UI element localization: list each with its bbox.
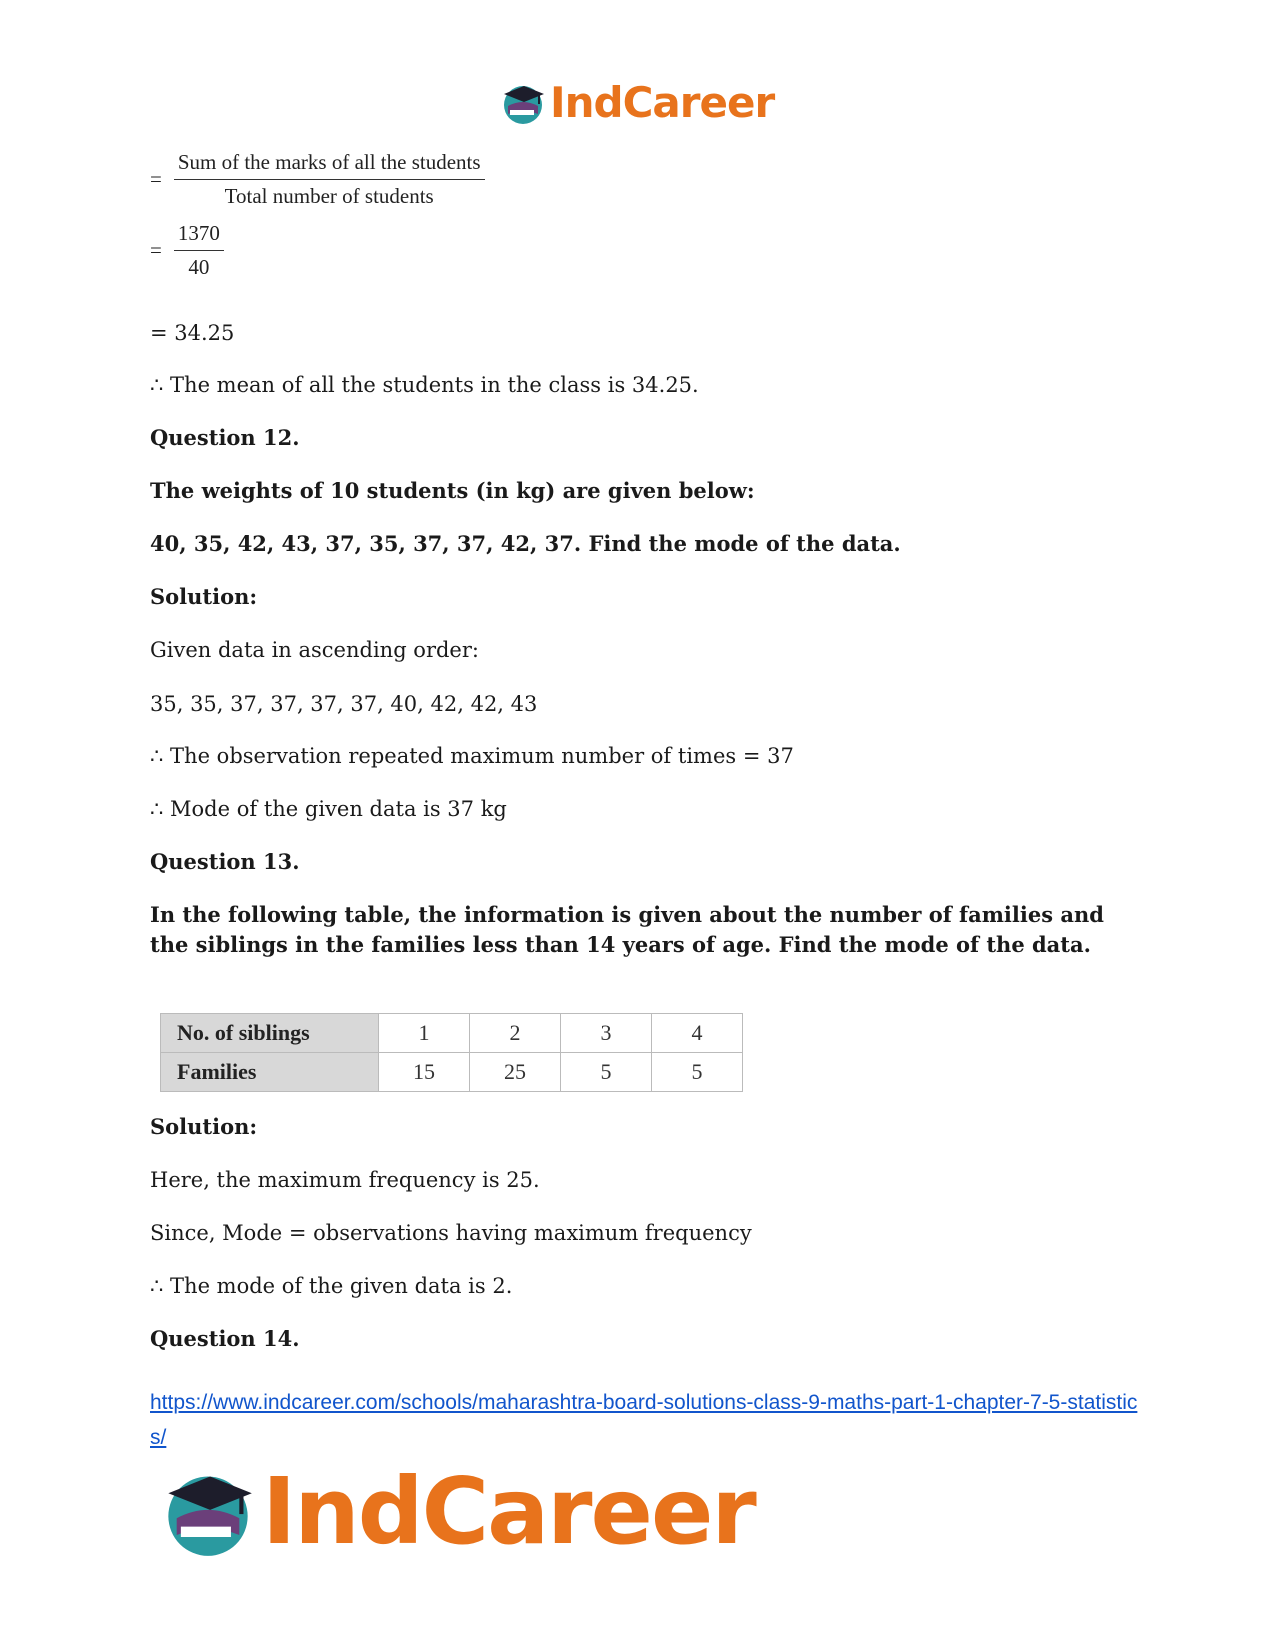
question-13-title: Question 13. bbox=[150, 849, 300, 874]
footer-logo bbox=[160, 1458, 755, 1565]
question-13-solution-label: Solution: bbox=[150, 1114, 258, 1139]
graduation-globe-icon bbox=[500, 80, 546, 126]
question-12-data: 40, 35, 42, 43, 37, 35, 37, 37, 42, 37. Find the mode of the data. bbox=[150, 531, 901, 556]
logo-wordmark: IndCareer bbox=[550, 78, 775, 127]
result-line: = 34.25 bbox=[150, 321, 235, 345]
denominator: Total number of students bbox=[224, 184, 434, 208]
equals-sign: = bbox=[150, 167, 162, 191]
table-cell: 1 bbox=[379, 1014, 470, 1053]
equals-sign: = bbox=[150, 238, 162, 262]
table-row bbox=[161, 1053, 743, 1092]
denominator: 40 bbox=[188, 255, 210, 279]
q12-solution-line-4: ∴ Mode of the given data is 37 kg bbox=[150, 797, 507, 821]
header-logo bbox=[500, 78, 774, 127]
table-header-cell: Families bbox=[161, 1053, 379, 1092]
logo-wordmark: IndCareer bbox=[262, 1458, 755, 1565]
fraction bbox=[174, 221, 224, 280]
question-14-title: Question 14. bbox=[150, 1326, 300, 1351]
source-url-link[interactable]: https://www.indcareer.com/schools/maharashtra-board-solutions-class-9-maths-part-1-chapter-7-5-statistics/ bbox=[150, 1391, 1138, 1449]
q12-solution-line-3: ∴ The observation repeated maximum number of times = 37 bbox=[150, 744, 794, 768]
formula-step-2 bbox=[150, 221, 485, 280]
question-12-text: The weights of 10 students (in kg) are given below: bbox=[150, 478, 755, 503]
q13-solution-line-2: Since, Mode = observations having maximum frequency bbox=[150, 1221, 752, 1245]
q13-solution-line-3: ∴ The mode of the given data is 2. bbox=[150, 1274, 513, 1298]
q12-solution-line-1: Given data in ascending order: bbox=[150, 638, 479, 662]
q13-solution-line-1: Here, the maximum frequency is 25. bbox=[150, 1168, 540, 1192]
graduation-globe-icon bbox=[160, 1464, 256, 1560]
table-cell: 5 bbox=[652, 1053, 743, 1092]
q12-solution-line-2: 35, 35, 37, 37, 37, 37, 40, 42, 42, 43 bbox=[150, 692, 538, 716]
table-cell: 4 bbox=[652, 1014, 743, 1053]
mean-formula bbox=[150, 150, 485, 292]
question-12-title: Question 12. bbox=[150, 425, 300, 450]
formula-step-1 bbox=[150, 150, 485, 209]
mean-conclusion: ∴ The mean of all the students in the class is 34.25. bbox=[150, 373, 699, 397]
numerator: Sum of the marks of all the students bbox=[174, 150, 485, 180]
table-cell: 5 bbox=[561, 1053, 652, 1092]
table-cell: 3 bbox=[561, 1014, 652, 1053]
table-cell: 2 bbox=[470, 1014, 561, 1053]
table-cell: 15 bbox=[379, 1053, 470, 1092]
table-header-cell: No. of siblings bbox=[161, 1014, 379, 1053]
table-cell: 25 bbox=[470, 1053, 561, 1092]
fraction bbox=[174, 150, 485, 209]
table-row bbox=[161, 1014, 743, 1053]
question-12-solution-label: Solution: bbox=[150, 584, 258, 609]
siblings-families-table bbox=[160, 1013, 743, 1092]
question-13-text: In the following table, the information is given about the number of families and the siblings in the families less than 14 years of age. Find the mode of the data. bbox=[150, 902, 1104, 957]
numerator: 1370 bbox=[174, 221, 224, 251]
